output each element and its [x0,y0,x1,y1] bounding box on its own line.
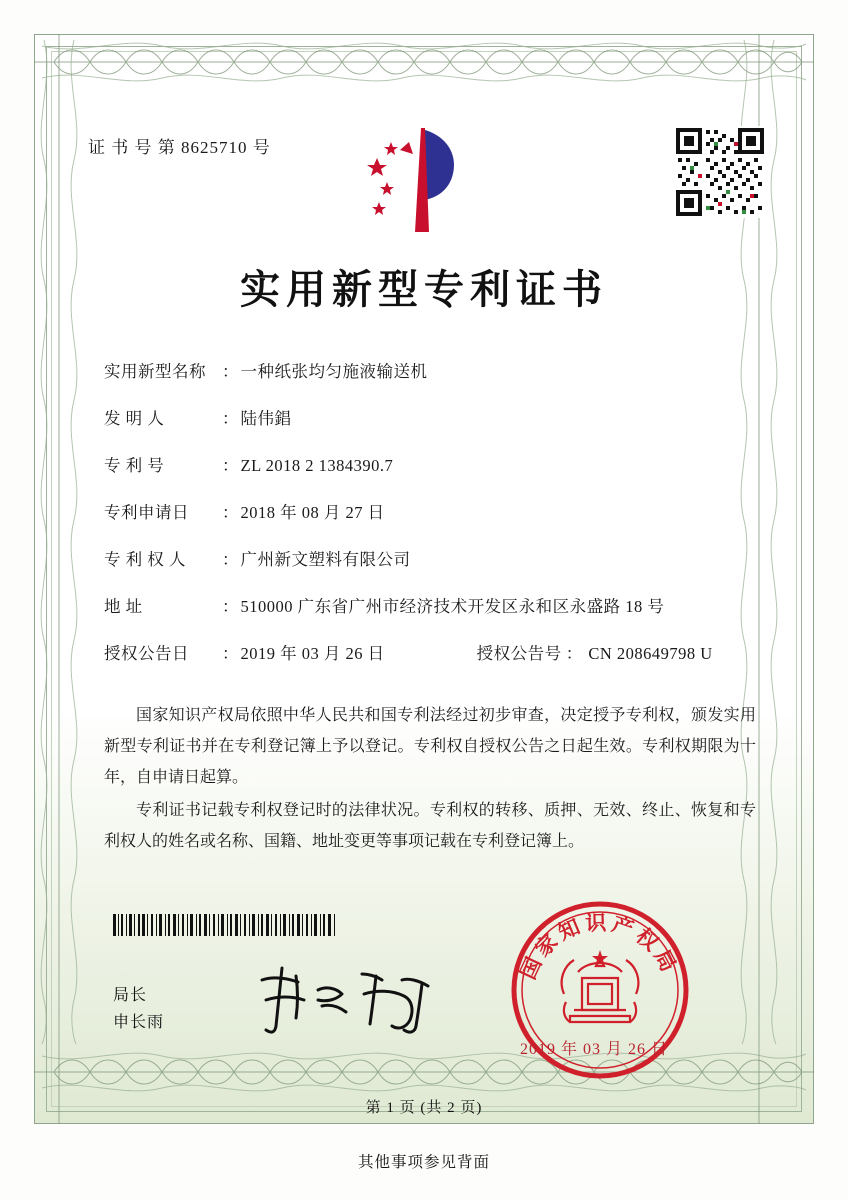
field-row-utility-model-name [104,358,764,382]
field-colon: ： [222,362,239,381]
paragraph-1: 国家知识产权局依照中华人民共和国专利法经过初步审查，决定授予专利权，颁发实用新型专利证书并在专利登记簿上予以登记。专利权自授权公告之日起生效。专利权期限为十年，自申请日起算。 [104,707,756,786]
certificate-number: 证 书 号 第 8625710 号 [88,138,271,157]
field-label: 实用新型名称 [104,362,206,381]
field-value: 510000 广东省广州市经济技术开发区永和区永盛路 18 号 [240,597,665,616]
svg-text:国家知识产权局 [516,911,683,983]
field-label-grant-date: 授权公告日 [104,644,189,663]
seal-ring-text: 国家知识产权局 [515,910,683,983]
signature-block [113,982,164,1036]
field-row-patentee [104,546,764,570]
page-number: 第 1 页 (共 2 页) [365,1100,483,1116]
field-label: 地 址 [104,597,143,616]
qr-code-icon [674,126,766,218]
barcode [113,914,337,936]
field-colon: ： [222,644,239,663]
director-name-label: 申长雨 [113,1014,165,1031]
field-label: 专 利 权 人 [104,550,186,569]
field-row-patent-number [104,452,764,476]
field-row-application-date [104,499,764,523]
field-value: 广州新文塑料有限公司 [240,550,411,569]
field-value-grant-date: 2019 年 03 月 26 日 [240,644,385,663]
director-title-label: 局长 [113,987,148,1004]
field-colon: ： [222,456,239,475]
cnipa-emblem-icon [355,120,485,238]
field-label: 专利申请日 [104,503,189,522]
field-value: 陆伟錩 [240,409,292,428]
field-colon: ： [222,550,239,569]
handwritten-signature-icon [252,960,452,1038]
field-colon: ： [222,597,239,616]
legal-text [104,700,756,859]
paragraph-2: 专利证书记载专利权登记时的法律状况。专利权的转移、质押、无效、终止、恢复和专利权人的姓名或名称、国籍、地址变更等事项记载在专利登记簿上。 [104,802,756,850]
field-label: 发 明 人 [104,409,165,428]
footer-note: 其他事项参见背面 [357,1154,490,1171]
field-value: 2018 年 08 月 27 日 [240,503,385,522]
field-colon: ： [222,503,239,522]
field-label-announcement-number: 授权公告号 [476,644,562,663]
field-value: ZL 2018 2 1384390.7 [240,456,394,475]
field-value-announcement-number: CN 208649798 U [588,644,713,663]
field-row-grant-announcement [104,640,764,664]
seal-date: 2019 年 03 月 26 日 [520,1041,669,1058]
page-title: 实用新型专利证书 [240,267,608,312]
field-colon: ： [222,409,239,428]
field-label: 专 利 号 [104,456,165,475]
field-value: 一种纸张均匀施液输送机 [240,362,428,381]
field-list [104,358,764,687]
field-row-address [104,593,764,617]
grant-announcement-number-group [477,640,713,664]
field-row-inventor [104,405,764,429]
field-colon: ： [565,644,583,663]
